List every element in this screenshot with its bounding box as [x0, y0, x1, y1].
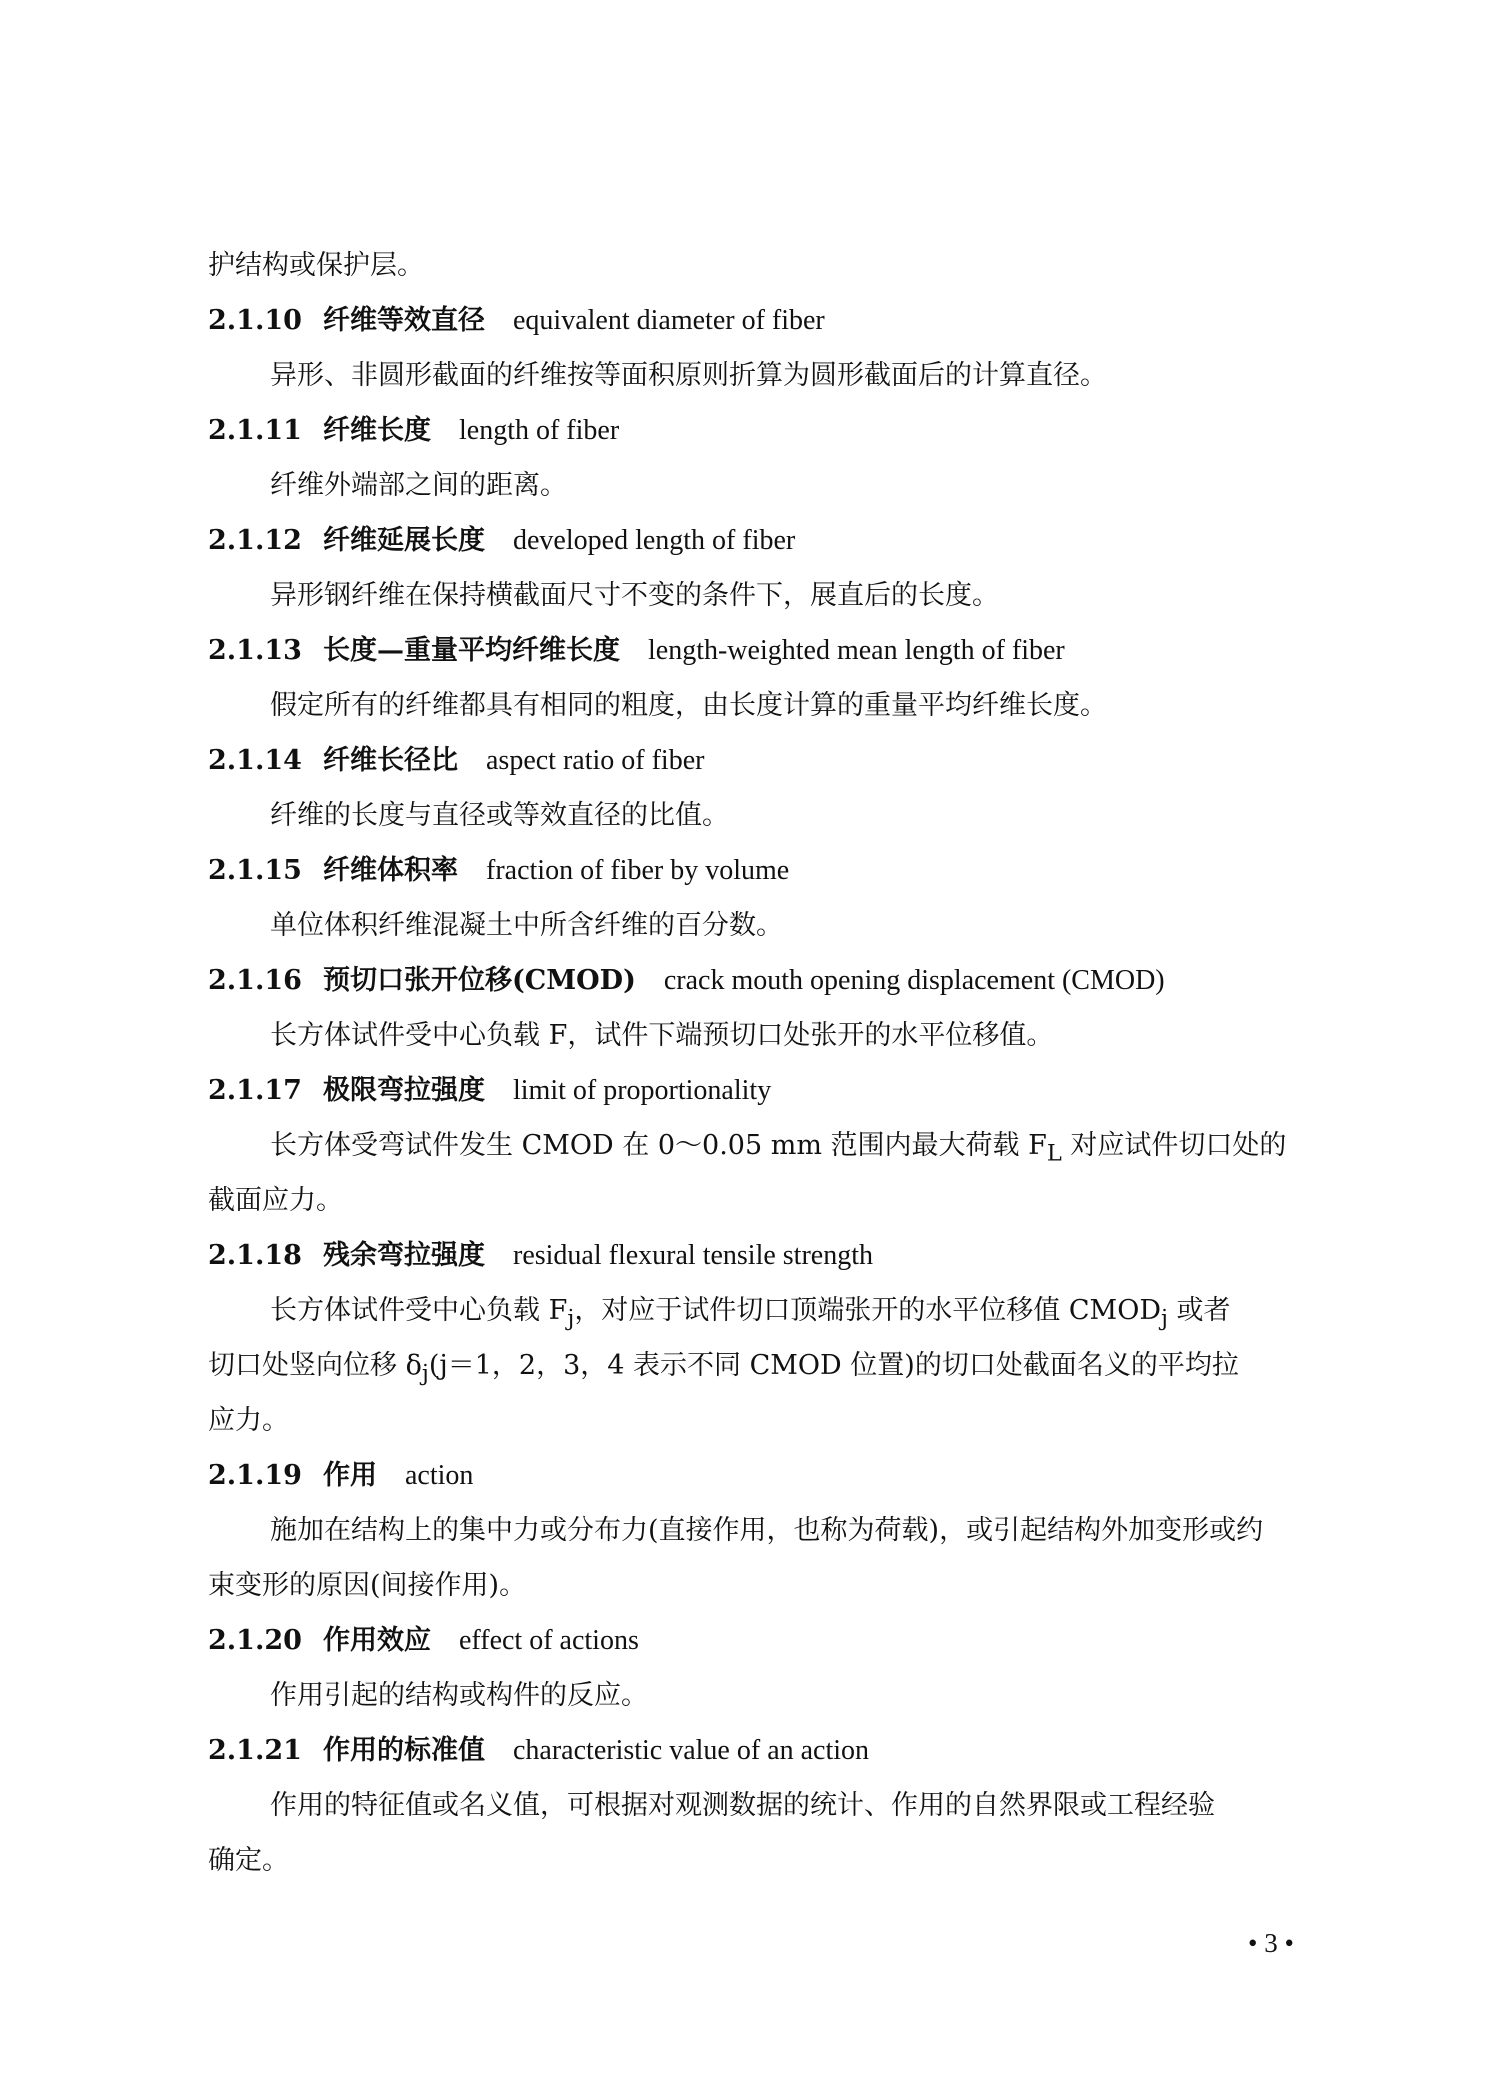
term-number: 2.1.13: [208, 635, 302, 666]
term-number: 2.1.10: [208, 305, 302, 336]
term-definition: 应力。: [208, 1405, 289, 1436]
subscript-j: j: [567, 1305, 575, 1332]
term-zh: 纤维延展长度: [323, 525, 485, 556]
term-heading: [208, 1613, 1328, 1668]
term-definition: 单位体积纤维混凝土中所含纤维的百分数。: [270, 910, 783, 941]
term-zh: 纤维长度: [323, 415, 431, 446]
term-number: 2.1.21: [208, 1735, 302, 1766]
term-heading: [208, 733, 1328, 788]
term-en: aspect ratio of fiber: [486, 745, 705, 776]
term-definition: 异形钢纤维在保持横截面尺寸不变的条件下，展直后的长度。: [270, 580, 999, 611]
document-body: [208, 238, 1328, 1888]
term-number: 2.1.11: [208, 415, 302, 446]
term-en: effect of actions: [459, 1625, 639, 1656]
term-number: 2.1.20: [208, 1625, 302, 1656]
term-heading: [208, 403, 1328, 458]
term-zh: 极限弯拉强度: [323, 1075, 485, 1106]
subscript-j: j: [1160, 1305, 1168, 1332]
term-definition: [208, 1283, 1328, 1338]
term-definition: 确定。: [208, 1845, 289, 1876]
term-definition: 长方体试件受中心负载 F，试件下端预切口处张开的水平位移值。: [270, 1020, 1054, 1051]
term-en: residual flexural tensile strength: [513, 1240, 873, 1271]
term-zh: 作用的标准值: [323, 1735, 485, 1766]
term-definition: [208, 1118, 1328, 1173]
term-heading: [208, 843, 1328, 898]
term-en: action: [405, 1460, 474, 1491]
term-en: crack mouth opening displacement (CMOD): [663, 965, 1165, 996]
definition-text: ，对应于试件切口顶端张开的水平位移值 CMOD: [574, 1295, 1161, 1326]
term-number: 2.1.16: [208, 965, 302, 996]
term-number: 2.1.15: [208, 855, 302, 886]
term-heading: [208, 293, 1328, 348]
term-number: 2.1.14: [208, 745, 302, 776]
subscript-L: L: [1046, 1140, 1062, 1167]
subscript-j: j: [421, 1360, 429, 1387]
term-number: 2.1.18: [208, 1240, 302, 1271]
term-heading: [208, 953, 1328, 1008]
term-number: 2.1.19: [208, 1460, 302, 1491]
continuation-text: 护结构或保护层。: [208, 250, 424, 281]
term-en: equivalent diameter of fiber: [513, 305, 825, 336]
term-heading: [208, 623, 1328, 678]
definition-text: 对应试件切口处的: [1061, 1130, 1287, 1161]
definition-text: 或者: [1167, 1295, 1231, 1326]
term-heading: [208, 513, 1328, 568]
term-zh: 作用效应: [323, 1625, 431, 1656]
term-definition: 纤维的长度与直径或等效直径的比值。: [270, 800, 729, 831]
term-heading: [208, 1448, 1328, 1503]
term-en: length-weighted mean length of fiber: [648, 635, 1065, 666]
term-zh: 预切口张开位移(CMOD): [323, 965, 636, 996]
term-heading: [208, 1063, 1328, 1118]
term-definition: 作用的特征值或名义值，可根据对观测数据的统计、作用的自然界限或工程经验: [270, 1790, 1215, 1821]
term-en: developed length of fiber: [513, 525, 796, 556]
term-zh: 作用: [323, 1460, 377, 1491]
term-zh: 纤维长径比: [323, 745, 458, 776]
term-definition: 施加在结构上的集中力或分布力(直接作用，也称为荷载)，或引起结构外加变形或约: [270, 1515, 1264, 1546]
term-definition: 束变形的原因(间接作用)。: [208, 1570, 527, 1601]
term-zh: 纤维等效直径: [323, 305, 485, 336]
term-en: fraction of fiber by volume: [486, 855, 790, 886]
term-definition: 异形、非圆形截面的纤维按等面积原则折算为圆形截面后的计算直径。: [270, 360, 1107, 391]
term-en: length of fiber: [459, 415, 620, 446]
term-definition: 纤维外端部之间的距离。: [270, 470, 567, 501]
term-number: 2.1.12: [208, 525, 302, 556]
term-heading: [208, 1228, 1328, 1283]
term-definition: [208, 1338, 1328, 1393]
term-definition: 作用引起的结构或构件的反应。: [270, 1680, 648, 1711]
definition-text: 长方体受弯试件发生 CMOD 在 0～0.05 mm 范围内最大荷载 F: [270, 1130, 1047, 1161]
page-number: • 3 •: [1248, 1928, 1294, 1958]
definition-text: 切口处竖向位移 δ: [208, 1350, 422, 1381]
definition-text: 长方体试件受中心负载 F: [270, 1295, 568, 1326]
term-definition: 假定所有的纤维都具有相同的粗度，由长度计算的重量平均纤维长度。: [270, 690, 1107, 721]
definition-text: (j＝1，2，3，4 表示不同 CMOD 位置)的切口处截面名义的平均拉: [428, 1350, 1239, 1381]
term-zh: 纤维体积率: [323, 855, 458, 886]
term-en: characteristic value of an action: [513, 1735, 870, 1766]
term-number: 2.1.17: [208, 1075, 302, 1106]
term-en: limit of proportionality: [513, 1075, 772, 1106]
term-zh: 长度—重量平均纤维长度: [323, 635, 620, 666]
term-heading: [208, 1723, 1328, 1778]
term-zh: 残余弯拉强度: [323, 1240, 485, 1271]
term-definition: 截面应力。: [208, 1185, 343, 1216]
